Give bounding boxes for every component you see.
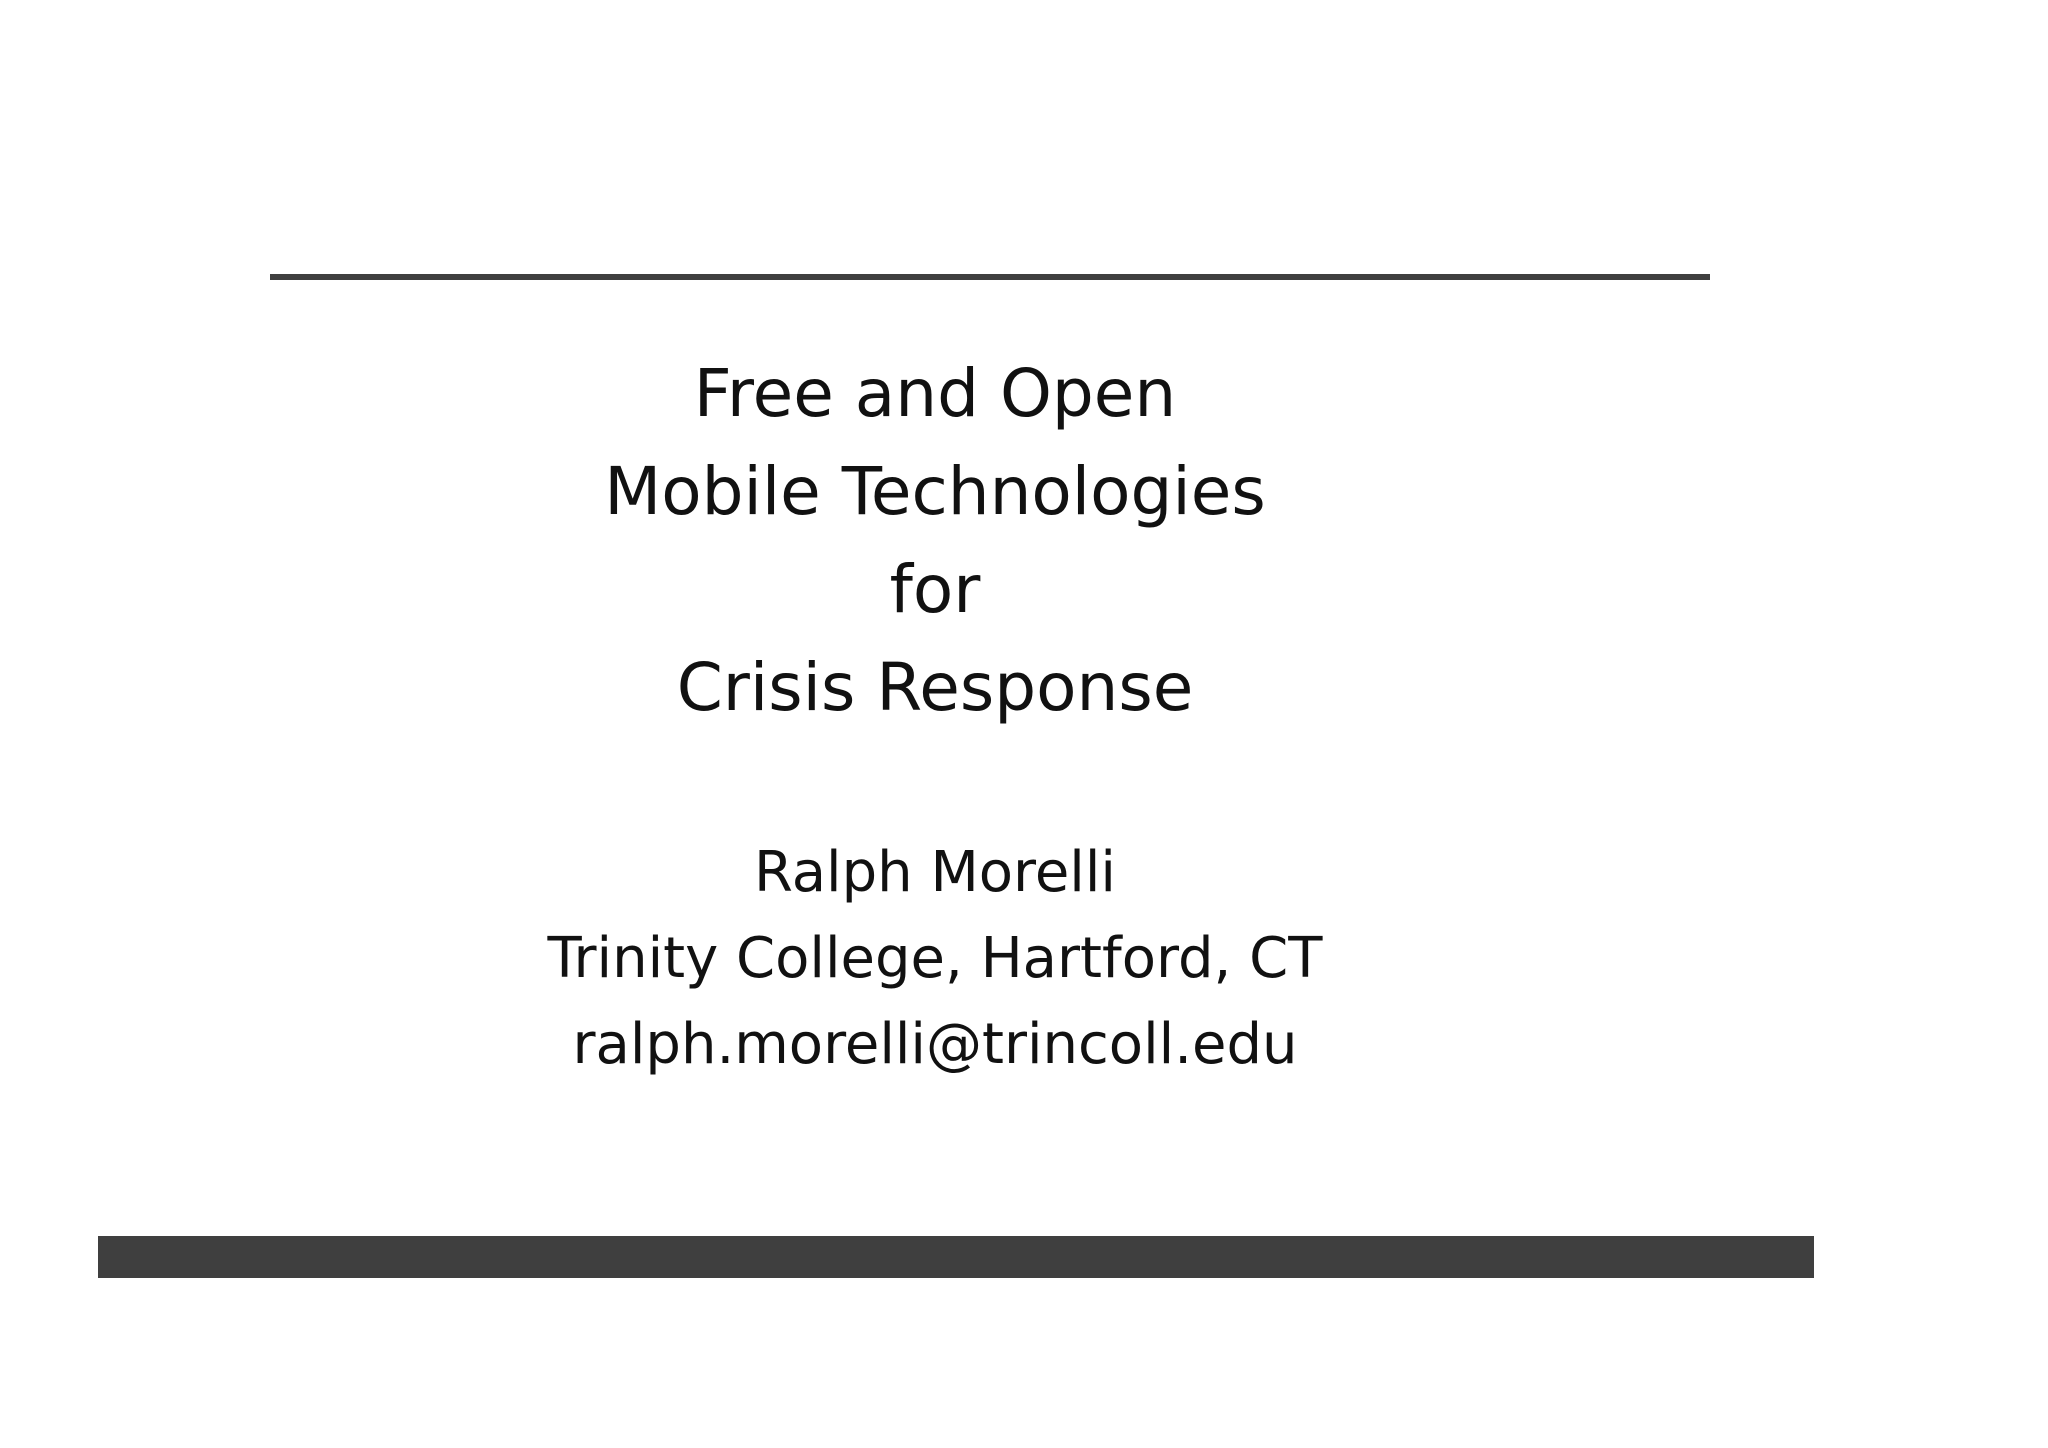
author-name: Ralph Morelli bbox=[754, 840, 1116, 905]
author-email: ralph.morelli@trincoll.edu bbox=[572, 1012, 1298, 1077]
slide-title bbox=[0, 345, 1870, 737]
title-line-2: Mobile Technologies bbox=[604, 453, 1266, 530]
title-line-3: for bbox=[889, 551, 981, 628]
author-info bbox=[0, 830, 1870, 1088]
author-affiliation: Trinity College, Hartford, CT bbox=[547, 926, 1323, 991]
title-line-1: Free and Open bbox=[693, 355, 1177, 432]
title-line-4: Crisis Response bbox=[676, 649, 1194, 726]
top-divider-rule bbox=[270, 274, 1710, 280]
bottom-divider-bar bbox=[98, 1236, 1814, 1278]
